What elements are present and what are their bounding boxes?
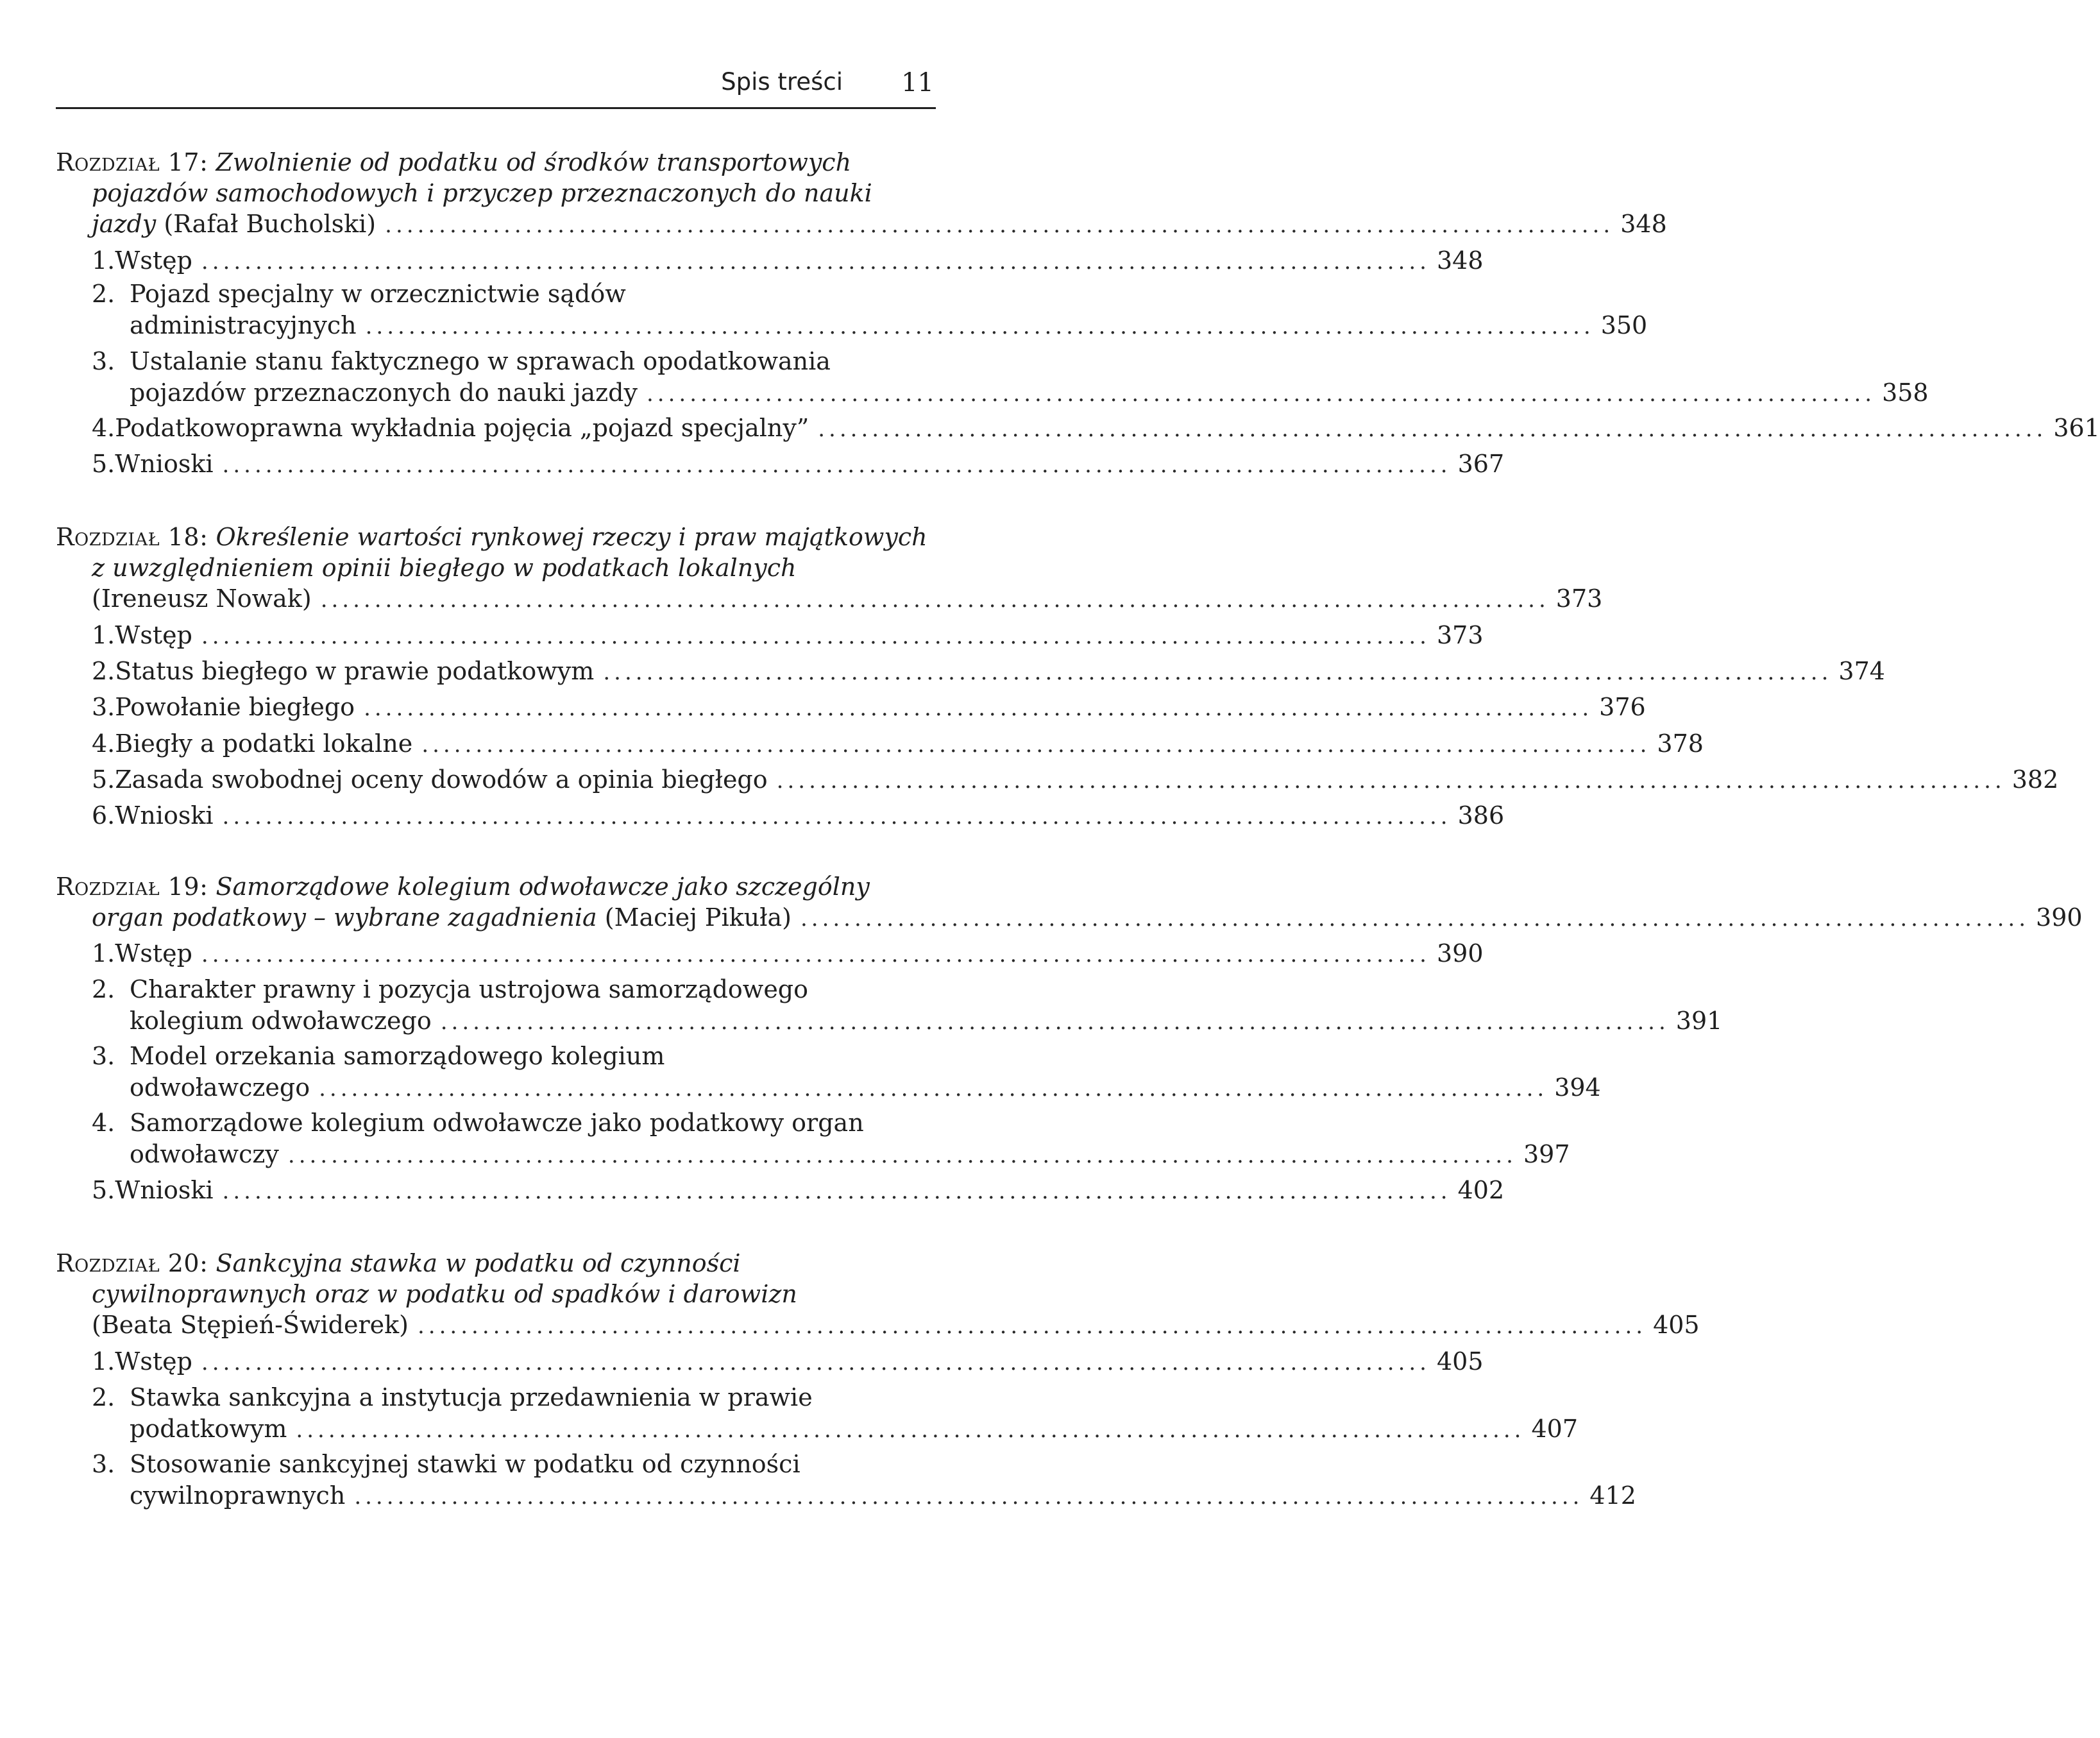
leader-dots: .................................................................................................................. xyxy=(201,1350,1430,1376)
section-number: 3. xyxy=(92,693,115,721)
chapter-label: Rozdział 18: xyxy=(56,523,208,551)
section-title: Wnioski xyxy=(115,801,214,830)
running-header xyxy=(56,63,936,109)
page-number: 390 xyxy=(1437,939,1484,967)
header-page-number: 11 xyxy=(901,68,934,98)
section-title-cont: pojazdów przeznaczonych do nauki jazdy xyxy=(130,379,638,407)
toc-entry[interactable] xyxy=(56,1137,1570,1171)
toc-entry[interactable] xyxy=(56,654,1885,688)
section-number: 3. xyxy=(92,1042,115,1070)
section-number: 1. xyxy=(92,621,115,649)
section-title: Charakter prawny i pozycja ustrojowa samorządowego xyxy=(130,975,809,1003)
chapter-label: Rozdział 19: xyxy=(56,873,208,901)
leader-dots: .................................................................................................................. xyxy=(365,314,1595,339)
page-number: 374 xyxy=(1838,657,1885,685)
leader-dots: .................................................................................................................. xyxy=(385,212,1614,238)
page-number: 367 xyxy=(1457,450,1505,478)
section-number: 4. xyxy=(92,729,115,758)
leader-dots: .................................................................................................................. xyxy=(222,804,1452,830)
section-title: Wstęp xyxy=(115,621,192,649)
toc-entry[interactable] xyxy=(56,1070,1601,1105)
page-number: 348 xyxy=(1620,210,1667,238)
page-number: 386 xyxy=(1457,801,1505,830)
section-title: Ustalanie stanu faktycznego w sprawach opodatkowania xyxy=(130,347,831,375)
section-title: Pojazd specjalny w orzecznictwie sądów xyxy=(130,280,626,308)
section-number: 3. xyxy=(92,347,115,375)
page-number: 391 xyxy=(1675,1007,1723,1035)
leader-dots: .................................................................................................................. xyxy=(364,695,1593,721)
toc-entry[interactable] xyxy=(56,375,1929,410)
toc-entry[interactable] xyxy=(56,308,1648,343)
chapter-author: (Beata Stępień-Świderek) xyxy=(92,1311,409,1339)
leader-dots: .................................................................................................................. xyxy=(646,381,1876,407)
section-title: Status biegłego w prawie podatkowym xyxy=(115,657,595,685)
section-title-cont: administracyjnych xyxy=(130,311,357,339)
page-number: 350 xyxy=(1600,311,1648,339)
toc-entry[interactable] xyxy=(56,1308,1700,1342)
page-number: 407 xyxy=(1531,1415,1578,1443)
section-title: Zasada swobodnej oceny dowodów a opinia biegłego xyxy=(115,765,768,794)
section-title: Stawka sankcyjna a instytucja przedawnienia w prawie xyxy=(130,1383,813,1411)
section-number: 5. xyxy=(92,1176,115,1204)
section-number: 2. xyxy=(92,657,115,685)
toc-entry[interactable] xyxy=(56,1003,1723,1038)
leader-dots: .................................................................................................................. xyxy=(776,768,2006,794)
section-title-cont: odwoławczy xyxy=(130,1140,279,1168)
page-number: 405 xyxy=(1437,1347,1484,1376)
chapter-author: (Ireneusz Nowak) xyxy=(92,584,312,613)
section-number: 1. xyxy=(92,246,115,275)
chapter-title-line: jazdy xyxy=(92,210,157,238)
chapter-label: Rozdział 17: xyxy=(56,148,208,176)
leader-dots: .................................................................................................................. xyxy=(440,1009,1670,1035)
chapter-title-line: Zwolnienie od podatku od środków transportowych xyxy=(216,148,852,176)
chapter-author: (Rafał Bucholski) xyxy=(164,210,377,238)
section-number: 5. xyxy=(92,765,115,794)
leader-dots: .................................................................................................................. xyxy=(201,624,1430,649)
page-number: 412 xyxy=(1589,1481,1636,1510)
section-title: Model orzekania samorządowego kolegium xyxy=(130,1042,665,1070)
toc-entry[interactable] xyxy=(56,1344,1484,1379)
leader-dots: .................................................................................................................. xyxy=(222,1179,1452,1204)
section-number: 6. xyxy=(92,801,115,830)
leader-dots: .................................................................................................................. xyxy=(421,732,1651,758)
page-number: 390 xyxy=(2036,903,2083,932)
section-title: Biegły a podatki lokalne xyxy=(115,729,413,758)
section-number: 3. xyxy=(92,1450,115,1478)
leader-dots: .................................................................................................................. xyxy=(201,249,1430,275)
section-title: Podatkowoprawna wykładnia pojęcia „pojazd specjalny” xyxy=(115,414,809,442)
section-title: Wstęp xyxy=(115,246,192,275)
toc-entry[interactable] xyxy=(56,207,1667,241)
toc-entry[interactable] xyxy=(56,762,2059,797)
chapter-title-line: Sankcyjna stawka w podatku od czynności xyxy=(216,1249,741,1277)
page-number: 348 xyxy=(1437,246,1484,275)
page-number: 405 xyxy=(1653,1311,1700,1339)
page-number: 397 xyxy=(1523,1140,1570,1168)
toc-entry[interactable] xyxy=(56,411,2100,445)
chapter-title-line: pojazdów samochodowych i przyczep przeznaczonych do nauki xyxy=(92,179,872,207)
section-number: 2. xyxy=(92,1383,115,1411)
section-title-cont: cywilnoprawnych xyxy=(130,1481,346,1510)
section-title: Wstęp xyxy=(115,1347,192,1376)
section-title-cont: podatkowym xyxy=(130,1415,287,1443)
leader-dots: .................................................................................................................. xyxy=(320,587,1550,613)
toc-entry[interactable] xyxy=(56,447,1505,481)
leader-dots: .................................................................................................................. xyxy=(354,1484,1584,1510)
chapter-author: (Maciej Pikuła) xyxy=(604,903,792,932)
chapter-title-line: Określenie wartości rynkowej rzeczy i praw majątkowych xyxy=(216,523,927,551)
toc-entry[interactable] xyxy=(56,936,1484,971)
toc-entry[interactable] xyxy=(56,581,1603,616)
toc-entry[interactable] xyxy=(56,900,2083,935)
page-number: 402 xyxy=(1457,1176,1505,1204)
section-number: 4. xyxy=(92,1109,115,1137)
chapter-title-line: organ podatkowy – wybrane zagadnienia xyxy=(92,903,597,932)
section-number: 2. xyxy=(92,975,115,1003)
section-number: 1. xyxy=(92,939,115,967)
header-section-title: Spis treści xyxy=(721,68,843,96)
section-number: 1. xyxy=(92,1347,115,1376)
section-title: Powołanie biegłego xyxy=(115,693,355,721)
leader-dots: .................................................................................................................. xyxy=(818,416,2047,442)
toc-entry[interactable] xyxy=(56,726,1704,761)
page-number: 378 xyxy=(1657,729,1704,758)
toc-entry[interactable] xyxy=(56,1411,1578,1446)
page-number: 382 xyxy=(2011,765,2059,794)
leader-dots: .................................................................................................................. xyxy=(287,1143,1517,1168)
page-number: 376 xyxy=(1599,693,1646,721)
page-number: 361 xyxy=(2053,414,2100,442)
section-title: Samorządowe kolegium odwoławcze jako podatkowy organ xyxy=(130,1109,864,1137)
section-number: 2. xyxy=(92,280,115,308)
toc-entry[interactable] xyxy=(56,1478,1636,1513)
leader-dots: .................................................................................................................. xyxy=(418,1313,1647,1339)
chapter-label: Rozdział 20: xyxy=(56,1249,208,1277)
leader-dots: .................................................................................................................. xyxy=(800,906,2030,932)
section-title-cont: odwoławczego xyxy=(130,1073,310,1102)
toc-entry[interactable] xyxy=(56,798,1505,833)
section-number: 5. xyxy=(92,450,115,478)
leader-dots: .................................................................................................................. xyxy=(222,452,1452,478)
chapter-title-line: Samorządowe kolegium odwoławcze jako szczególny xyxy=(216,873,870,901)
leader-dots: .................................................................................................................. xyxy=(319,1076,1548,1102)
chapter-title-line: cywilnoprawnych oraz w podatku od spadków i darowizn xyxy=(92,1280,797,1308)
page-number: 373 xyxy=(1437,621,1484,649)
section-title: Wnioski xyxy=(115,1176,214,1204)
section-title-cont: kolegium odwoławczego xyxy=(130,1007,432,1035)
toc-entry[interactable] xyxy=(56,243,1484,278)
section-title: Stosowanie sankcyjnej stawki w podatku od czynności xyxy=(130,1450,800,1478)
toc-entry[interactable] xyxy=(56,690,1646,724)
page-number: 394 xyxy=(1554,1073,1601,1102)
page-number: 373 xyxy=(1555,584,1603,613)
page-number: 358 xyxy=(1882,379,1929,407)
section-title: Wstęp xyxy=(115,939,192,967)
leader-dots: .................................................................................................................. xyxy=(201,942,1430,967)
toc-entry[interactable] xyxy=(56,1173,1505,1207)
toc-entry[interactable] xyxy=(56,618,1484,652)
leader-dots: .................................................................................................................. xyxy=(603,660,1833,685)
section-number: 4. xyxy=(92,414,115,442)
chapter-title-line: z uwzględnieniem opinii biegłego w podatkach lokalnych xyxy=(92,554,797,582)
leader-dots: .................................................................................................................. xyxy=(296,1417,1525,1443)
section-title: Wnioski xyxy=(115,450,214,478)
